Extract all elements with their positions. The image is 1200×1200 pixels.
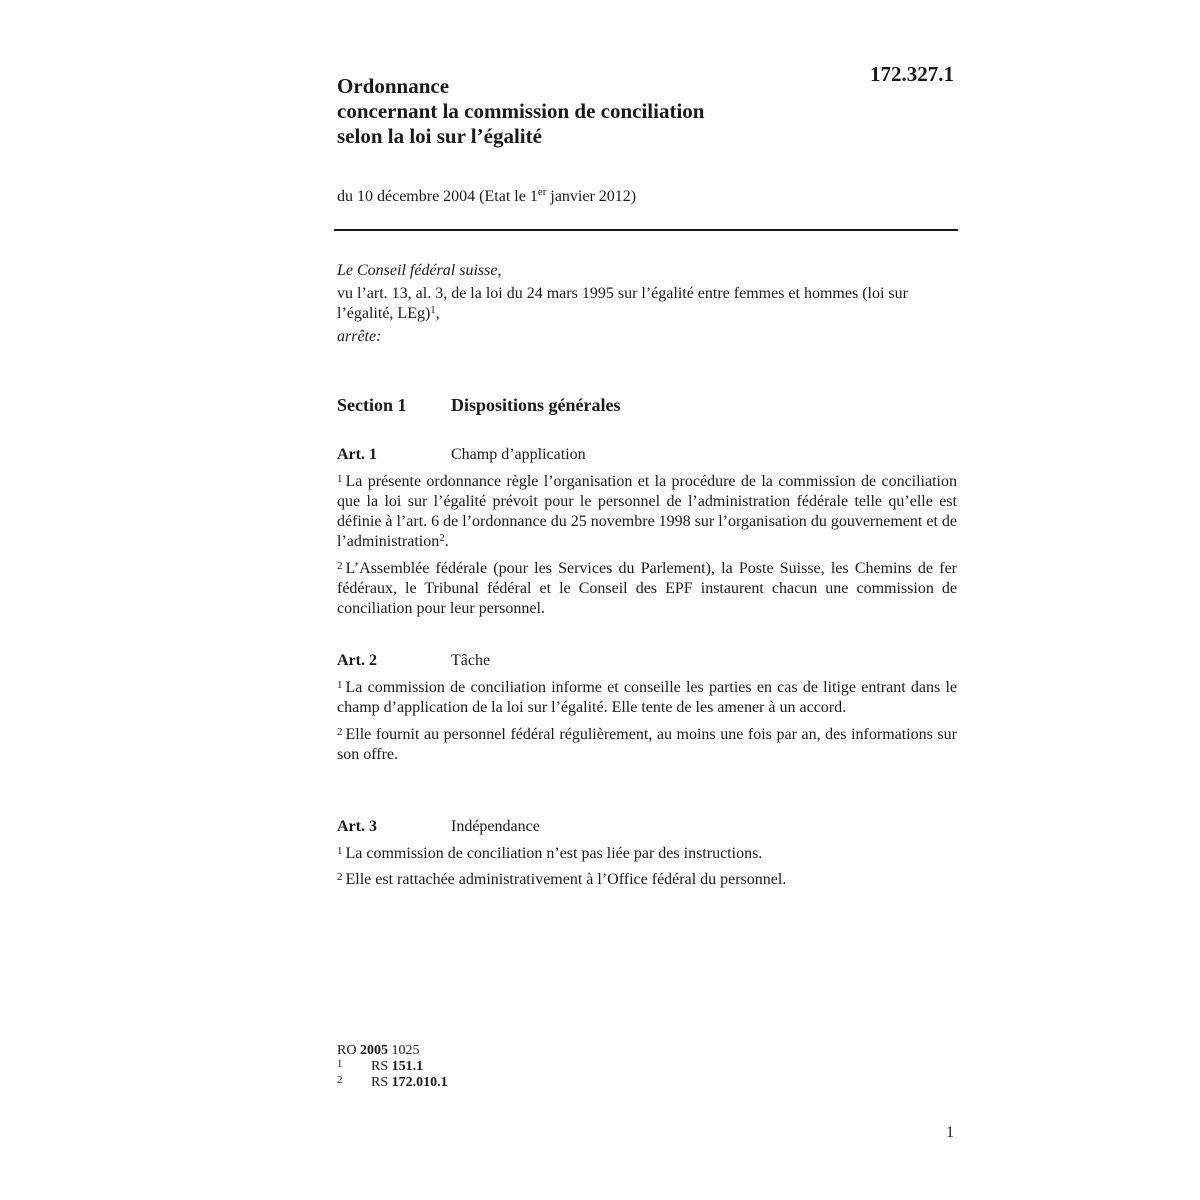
footnote-ref: 151.1 xyxy=(391,1059,424,1074)
paragraph-text: La présente ordonnance règle l’organisation et la procédure de la commission de conciliation que la loi sur l’égalité prévoit pour le personnel de l’administration fédérale telle qu’elle est définie à l’art. 6 de l’ordonnance du 25 novembre 1998 sur l’organisation du gouvernement et de l’administration xyxy=(337,473,957,550)
article-paragraph xyxy=(337,844,957,864)
article-paragraph xyxy=(337,870,957,890)
preamble xyxy=(337,261,957,350)
paragraph-number: 2 xyxy=(337,560,343,572)
footnote-ref: 172.010.1 xyxy=(391,1075,448,1090)
article-title: Indépendance xyxy=(451,818,540,835)
ro-prefix: RO xyxy=(337,1043,360,1058)
paragraph-number: 1 xyxy=(337,473,343,485)
article-number: Art. 3 xyxy=(337,818,377,835)
article-2 xyxy=(337,651,957,772)
article-number: Art. 1 xyxy=(337,446,377,463)
preamble-basis-end: , xyxy=(435,305,440,322)
paragraph-number: 1 xyxy=(337,679,343,691)
paragraph-text: Elle fournit au personnel fédéral régulièrement, au moins une fois par an, des informations sur son offre. xyxy=(337,726,957,763)
article-paragraph xyxy=(337,678,957,718)
ro-year: 2005 xyxy=(359,1043,388,1058)
page-number: 1 xyxy=(946,1124,954,1141)
sr-number: 172.327.1 xyxy=(870,62,954,86)
article-heading xyxy=(337,817,957,837)
date-line xyxy=(337,188,636,206)
article-paragraph xyxy=(337,559,957,619)
paragraph-text: L’Assemblée fédérale (pour les Services du Parlement), la Poste Suisse, les Chemins de fer fédéraux, le Tribunal fédéral et le Conseil des EPF instaurent chacun une commission de conciliation pour leur personnel. xyxy=(337,560,957,617)
footnote-number: 1 xyxy=(337,1058,343,1070)
footnote-prefix: RS xyxy=(371,1075,392,1090)
title-line: selon la loi sur l’égalité xyxy=(337,124,542,148)
ro-page: 1025 xyxy=(387,1043,420,1058)
ro-reference xyxy=(337,1042,448,1059)
article-paragraph xyxy=(337,472,957,552)
date-superscript: er xyxy=(537,186,547,198)
document-page xyxy=(337,0,957,1200)
preamble-basis xyxy=(337,284,957,324)
section-title: Dispositions générales xyxy=(451,395,621,415)
article-heading xyxy=(337,445,957,465)
article-paragraph xyxy=(337,725,957,765)
document-title xyxy=(337,74,704,149)
paragraph-text: La commission de conciliation n’est pas liée par des instructions. xyxy=(345,845,763,862)
footnote-number: 2 xyxy=(337,1074,343,1086)
preamble-authority: Le Conseil fédéral suisse, xyxy=(337,262,502,279)
footnote-2 xyxy=(337,1075,448,1091)
paragraph-text: Elle est rattachée administrativement à l’Office fédéral du personnel. xyxy=(345,871,787,888)
article-title: Tâche xyxy=(451,652,491,669)
date-prefix: du 10 décembre 2004 (Etat le 1 xyxy=(337,188,538,205)
preamble-decree: arrête: xyxy=(337,328,382,345)
paragraph-number: 2 xyxy=(337,871,343,883)
footnotes xyxy=(337,1042,448,1091)
header-divider xyxy=(334,229,958,231)
footnote-ref-2[interactable]: 2 xyxy=(439,532,445,544)
footnote-1 xyxy=(337,1059,448,1075)
article-1 xyxy=(337,445,957,626)
preamble-basis-text: vu l’art. 13, al. 3, de la loi du 24 mars 1995 sur l’égalité entre femmes et hommes (loi sur l’égalité, LEg) xyxy=(337,285,908,322)
paragraph-text: La commission de conciliation informe et conseille les parties en cas de litige entrant dans le champ d’application de la loi sur l’égalité. Elle tente de les amener à un accord. xyxy=(337,679,957,716)
article-3 xyxy=(337,817,957,896)
paragraph-number: 1 xyxy=(337,845,343,857)
article-heading xyxy=(337,651,957,671)
title-line: concernant la commission de conciliation xyxy=(337,99,705,123)
paragraph-number: 2 xyxy=(337,726,343,738)
article-number: Art. 2 xyxy=(337,652,377,669)
paragraph-end: . xyxy=(444,533,449,550)
footnote-ref-1[interactable]: 1 xyxy=(430,304,436,316)
section-label: Section 1 xyxy=(337,395,407,415)
footnote-prefix: RS xyxy=(371,1059,392,1074)
section-heading xyxy=(337,395,621,416)
article-title: Champ d’application xyxy=(451,446,586,463)
title-line: Ordonnance xyxy=(337,74,450,98)
date-suffix: janvier 2012) xyxy=(546,188,637,205)
